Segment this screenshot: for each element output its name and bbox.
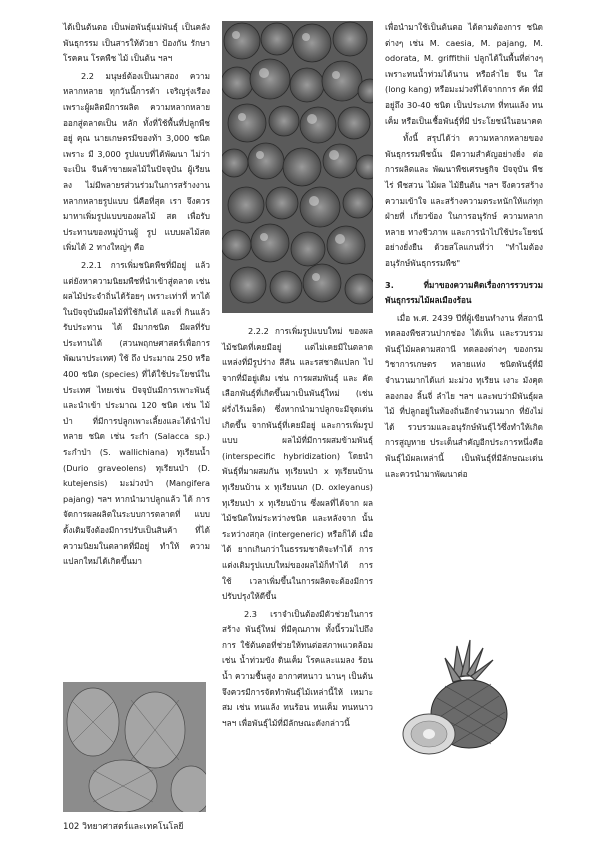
fruit-photo — [222, 21, 373, 313]
journal-title: วิทยาศาสตร์และเทคโนโลยี — [82, 822, 184, 832]
paragraph: เพื่อนำมาใช้เป็นต้นตอ ได้ตามต้องการ ชนิดต่างๆ เช่น M. caesia, M. pajang, M. odorata, M. griffithii ปลูกได้ในพื้นที่ต่างๆ เพราะทนน้ำท่วมได้นาน หรือลำไย จีน ใส (long kang) หรือมะม่วงที่ได้จากการ คัด ที่มีอยู่ถึง 30-40 ชนิด เป็นประเภท ที่ทนแล้ง ทนเค็ม หรือเป็นเชื้อพันธุ์ที่มี ประโยชน์ในอนาคต — [385, 22, 543, 126]
page-footer — [63, 819, 183, 833]
paragraph: 2.2.2 การเพิ่มรูปแบบใหม่ ของผลไม้ชนิดที่เคยมีอยู่ แต่ไม่เคยมีในตลาด แหล่งที่มีรูปร่าง สีสัน และรสชาติแปลก ไปจากที่มีอยู่เดิม เช่น การผสมพันธุ์ และ คัดเลือกพันธุ์ที่เกิดขึ้นมาเป็นพันธุ์ใหม่ (เช่น ฝรั่งไร้เมล็ด) ซึ่งหากนำมาปลูกจะมีจุดเด่นเกิดขึ้น จากพันธุ์ที่เคยมีอยู่ และการเพิ่มรูปแบบ ผลไม้ที่มีการผสมข้ามพันธุ์ (interspecific hybridization) โดยนำพันธุ์ที่มาผสมกัน ทุเรียนป่า x ทุเรียนบ้าน ทุเรียนบ้าน x ทุเรียนนก (D. oxleyanus) ทุเรียนป่า x ทุเรียนบ้าน ซึ่งผลที่ได้จาก ผลไม้ชนิดใหม่ระหว่างชนิด และหลังจาก นั้น ระหว่างสกุล (intergeneric) หรือก็ได้ เมื่อได้ ยากเกินกว่าในธรรมชาติจะทำได้ การ แต่งเติมรูปแบบใหม่ของผลไม้ก็ทำได้ การใช้ เวลาเพิ่มขึ้นในการผลิตจะต้องมีการ ปรับปรุงให้ดีขึ้น — [222, 326, 373, 602]
column-3-text — [385, 20, 543, 484]
column-1-text — [63, 20, 210, 572]
pineapple-field-photo — [63, 682, 206, 812]
paragraph: 2.2.1 การเพิ่มชนิดพืชที่มีอยู่ แล้ว แต่ยังหาความนิยมพืชที่นำเข้าสู่ตลาด เช่นผลไม้ประจำถิ่นได้ร้อยๆ เพราะเท่าที่ หาได้ในปัจจุบันมีผลไม้ที่ใช้กินได้ และที่ กินแล้ว รับประทาน ได้ มีมากชนิด มีผลที่รับประทานได้ (สวนพฤกษศาสตร์เพื่อการพัฒนาประเทศ) ใช้ ถึง ประมาณ 250 หรือ 400 ชนิด (species) ที่ได้ใช้ประโยชน์ในประเทศ ไทยเช่น ปัจจุบันมีการเพาะพันธุ์และนำเข้า ประมาณ 120 ชนิด เช่น ไม้ป่า ที่มีการปลูกเพาะเลี้ยงและได้นำไปหลาย ชนิด เช่น ระกำ (Salacca sp.) ระกำป่า (S. wallichiana) ทุเรียนน้ำ (Durio graveolens) ทุเรียนป่า (D. kutejensis) มะม่วงป่า (Mangifera pajang) ฯลฯ หากนำมาปลูกแล้ว ได้ การจัดการผลผลิตในระบบการตลาดที่ แบบดั้งเดิมจึงต้องมีการปรับเป็นสินค้า ที่ได้ความนิยมในตลาดที่มีอยู่ ทำให้ ความแปลกใหม่ได้เกิดขึ้นมา — [63, 259, 211, 567]
column-2-text — [222, 324, 373, 733]
page-number: 102 — [63, 822, 80, 832]
pineapple-photo — [395, 636, 531, 762]
section-heading: 3. ที่มาของความคิดเรื่องการรวบรวมพันธุกรรมไม้ผลเมืองร้อน — [385, 279, 543, 306]
paragraph: 2.2 มนุษย์ต้องเป็นมาสอง ความหลากหลาย ทุกวันนี้การค้า เจริญรุ่งเรือง เพราะผู้ผลิตมีการผลิต ความหลากหลายออกสู่ตลาดเป็น หลัก ทั้งที่ใช้พื้นที่ปลูกพืชอยู่ คุณ นายเกษตรมีของท้า 3,000 ชนิด เพราะ มี 3,000 รูปแบบที่ได้พัฒนา ไม่ว่าจะเป็น จีนค้าขายผลไม้ในปัจจุบัน ผู้เรียนลง ไม่มีพลายรส่วนร่วมในการสร้างงาน หลากหลายรูปแบบ นี่คือที่สุด เรา จึงควรมาหาเพิ่มรูปแบบของผลไม้ สด เพื่อรับประทานของหมู่บ้านผู้ รูป แบบผลไม้สดเพิ่มได้ 2 ทางใหญ่ๆ คือ — [63, 70, 210, 253]
paragraph: 2.3 เราจำเป็นต้องมีตัวช่วยในการสร้าง พันธุ์ใหม่ ที่มีคุณภาพ ทั้งนี้รวมไปถึงการ ใช้ต้นตอที่ช่วยให้ทนต่อสภาพแวดล้อม เช่น น้ำท่วมขัง ดินเค็ม โรคและแมลง ร้อน น้ำ ความชื้นสูง อากาศหนาว นานๆ เป็นต้น จึงควรมีการจัดทำพันธุ์ไม้เหล่านี้ให้ เหมาะสม เช่น ทนแล้ง ทนร้อน ทนเค็ม ทนหนาว ฯลฯ เพื่อพันธุ์ไม้ที่มีลักษณะดังกล่าวนี้ — [222, 608, 373, 728]
paragraph: ได้เป็นต้นตอ เป็นพ่อพันธุ์แม่พันธุ์ เป็นคลังพันธุกรรม เป็นสารให้ตัวยา ป้องกัน รักษาโรคคน โรคพืช ไม้ เป็นต้น ฯลฯ — [63, 22, 210, 64]
paragraph: เมื่อ พ.ศ. 2439 ปีที่ผู้เขียนทำงาน ที่สถานีทดลองพืชสวนปากช่อง ได้เห็น และรวบรวมพันธุ์ไม้ผลตามสถานี ทดลองต่างๆ ของกรมวิชาการเกษตร หลายแห่ง ชนิดพันธุ์ที่มีจำนวนมากได้แก่ มะม่วง ทุเรียน เงาะ มังคุด ลองกอง ลิ้นจี่ ลำไย ฯลฯ และพบว่ามีพันธุ์ผลไม้ ที่ปลูกอยู่ในท้องถิ่นอีกจำนวนมาก ที่ยังไม่ได้ รวบรวมและอนุรักษ์พันธุ์ไว้ซึ่งทำให้เกิดการสูญหาย ประเด็นสำคัญอีกประการหนึ่งคือ พันธุ์ไม้ผลเหล่านี้ เป็นพันธุ์ที่มีลักษณะเด่น และควรนำมาพัฒนาต่อ — [385, 312, 543, 479]
paragraph: ทั้งนี้ สรุปได้ว่า ความหลากหลายของ พันธุกรรมพืชนั้น มีความสำคัญอย่างยิ่ง ต่อการผลิตและ พัฒนาพืชเศรษฐกิจ ปัจจุบัน พืชไร่ พืชสวน ไม้ผล ไม้ยืนต้น ฯลฯ จึงควรสร้างความเข้าใจ และสร้างความตระหนักให้แก่ทุกฝ่ายที่ เกี่ยวข้อง ในการอนุรักษ์ ความหลากหลาย ทางชีวภาพ และการนำไปใช้ประโยชน์ อย่างยั่งยืน ด้วยสโลแกนที่ว่า "ทำไมต้องอนุรักษ์พันธุกรรมพืช" — [385, 133, 543, 268]
